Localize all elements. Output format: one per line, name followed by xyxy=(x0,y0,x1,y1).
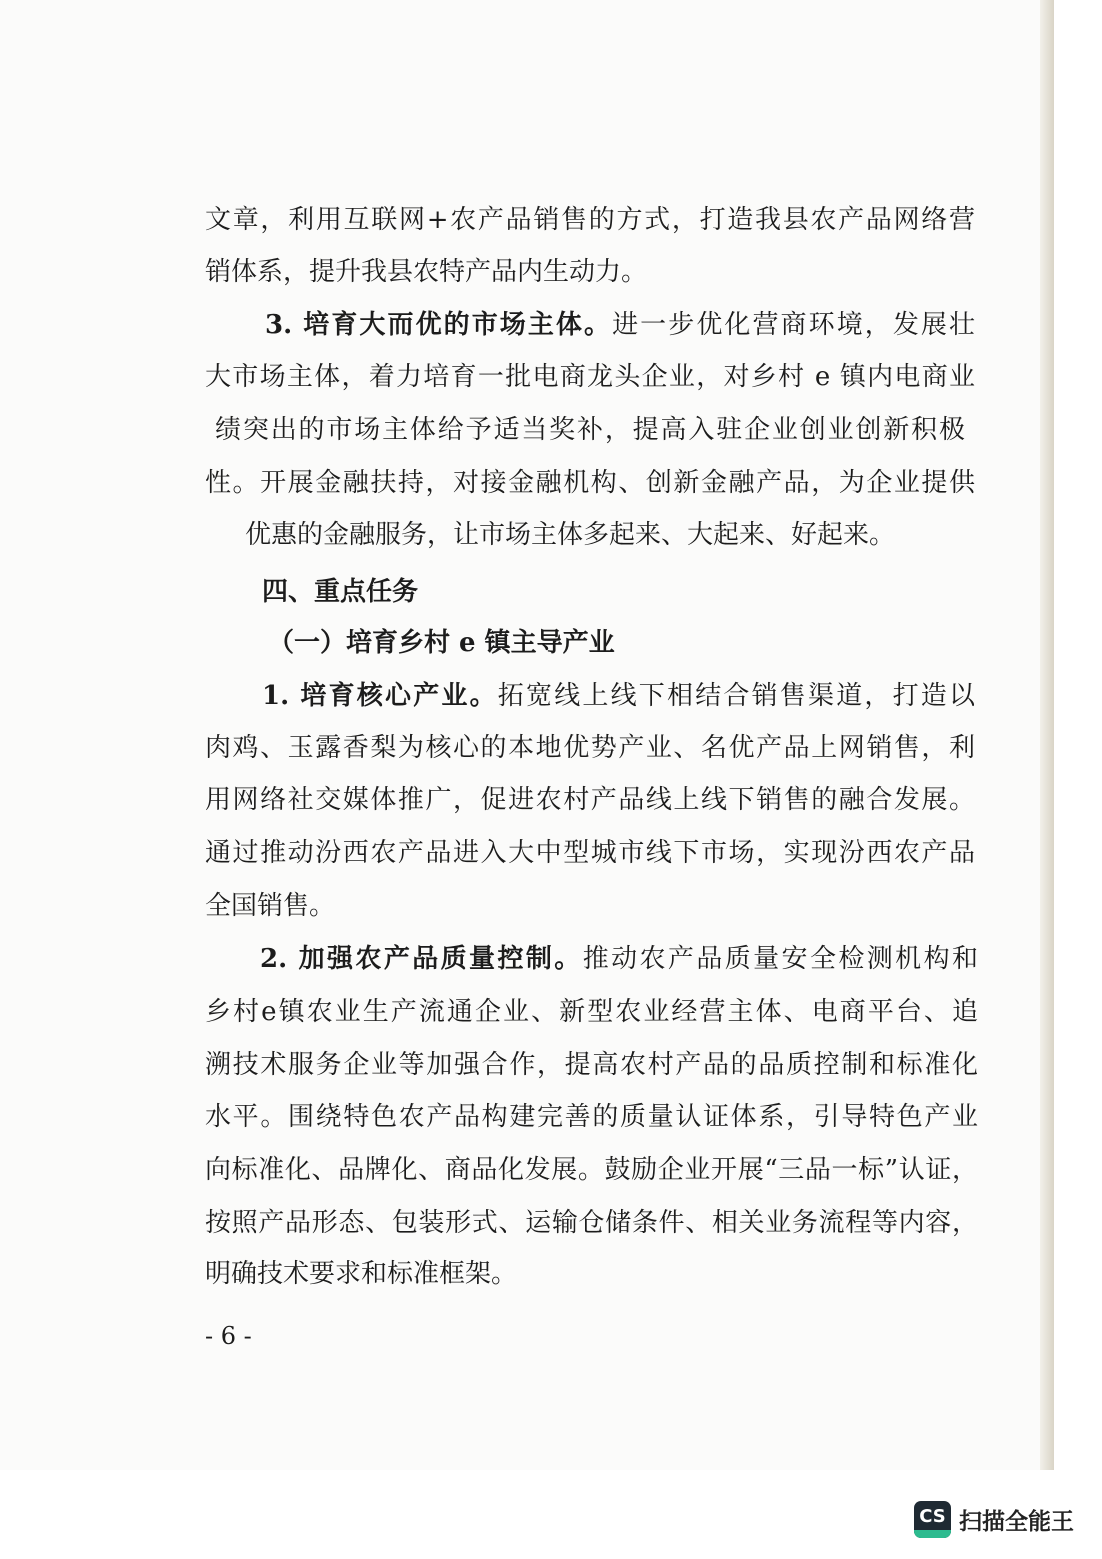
body-line: 性。开展金融扶持，对接金融机构、创新金融产品，为企业提供 xyxy=(205,468,975,498)
logo-text: CS xyxy=(919,1506,946,1527)
paragraph-text: 进一步优化营商环境，发展壮 xyxy=(612,310,975,340)
paragraph-1-line xyxy=(262,676,975,716)
body-line: 销体系，提升我县农特产品内生动力。 xyxy=(205,257,648,287)
body-line: 按照产品形态、包装形式、运输仓储条件、相关业务流程等内容， xyxy=(205,1208,978,1238)
body-line: 大市场主体，着力培育一批电商龙头企业，对乡村 e 镇内电商业 xyxy=(205,362,975,392)
body-line: 绩突出的市场主体给予适当奖补，提高入驻企业创业创新积极 xyxy=(215,415,965,445)
paragraph-heading: 3. 培育大而优的市场主体。 xyxy=(265,310,613,340)
subsection-heading: （一）培育乡村 e 镇主导产业 xyxy=(268,628,615,658)
body-line: 用网络社交媒体推广，促进农村产品线上线下销售的融合发展。 xyxy=(205,785,975,815)
scanner-watermark xyxy=(914,1501,1074,1538)
page-number: - 6 - xyxy=(205,1322,252,1350)
paragraph-text: 推动农产品质量安全检测机构和 xyxy=(582,944,978,974)
paragraph-text: 拓宽线上线下相结合销售渠道，打造以 xyxy=(497,681,975,711)
body-line: 明确技术要求和标准框架。 xyxy=(205,1259,518,1289)
paragraph-heading: 2. 加强农产品质量控制。 xyxy=(260,944,583,974)
camscanner-logo-icon xyxy=(914,1501,951,1538)
body-line: 文章，利用互联网+农产品销售的方式，打造我县农产品网络营 xyxy=(205,205,975,235)
body-line: 全国销售。 xyxy=(205,891,336,921)
body-line: 乡村e镇农业生产流通企业、新型农业经营主体、电商平台、追 xyxy=(205,997,978,1027)
body-line: 溯技术服务企业等加强合作，提高农村产品的品质控制和标准化 xyxy=(205,1050,978,1080)
section-heading: 四、重点任务 xyxy=(262,577,419,607)
body-line: 水平。围绕特色农产品构建完善的质量认证体系，引导特色产业 xyxy=(205,1102,978,1132)
paragraph-heading: 1. 培育核心产业。 xyxy=(262,681,498,711)
paragraph-2-line xyxy=(260,939,978,979)
page-edge xyxy=(1040,0,1054,1470)
body-line: 向标准化、品牌化、商品化发展。鼓励企业开展“三品一标”认证， xyxy=(205,1155,978,1185)
watermark-name: 扫描全能王 xyxy=(959,1509,1074,1535)
body-line: 肉鸡、玉露香梨为核心的本地优势产业、名优产品上网销售，利 xyxy=(205,733,975,763)
body-line: 优惠的金融服务，让市场主体多起来、大起来、好起来。 xyxy=(245,520,896,550)
body-line: 通过推动汾西农产品进入大中型城市线下市场，实现汾西农产品 xyxy=(205,838,975,868)
paragraph-3-line xyxy=(265,305,975,345)
